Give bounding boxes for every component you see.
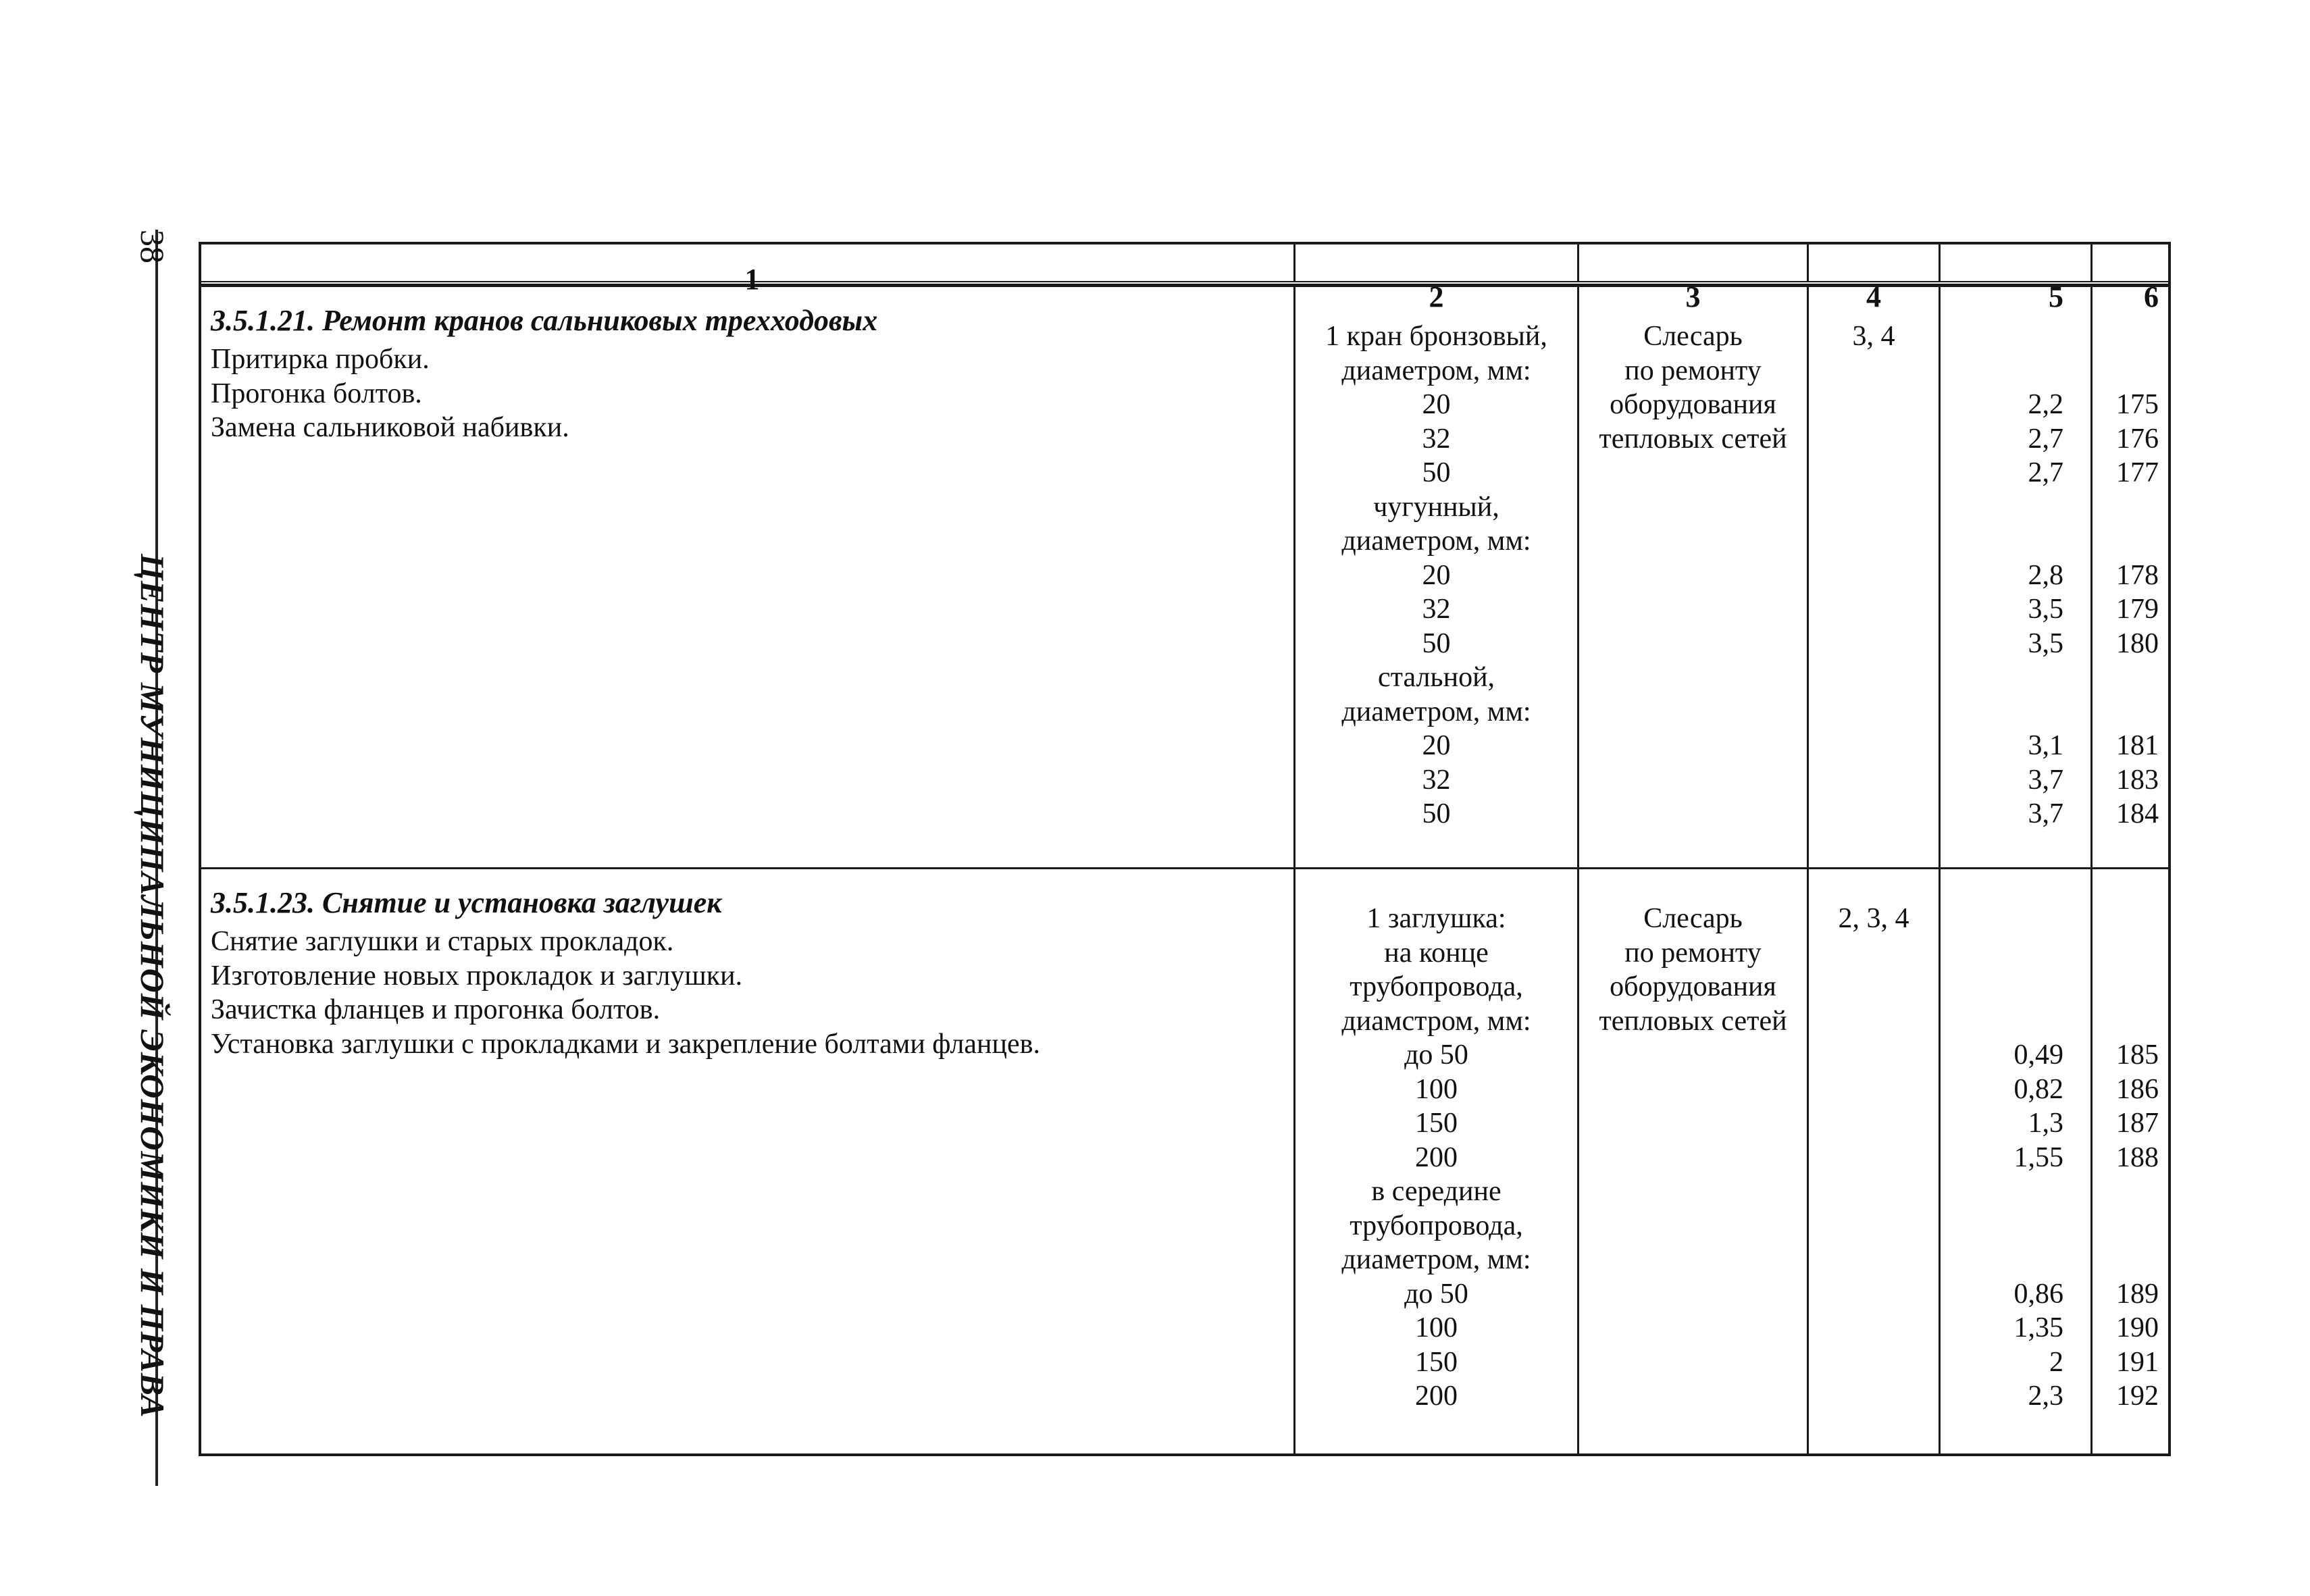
cell-line: 176 <box>2116 423 2159 455</box>
cell-line <box>1941 970 2063 1004</box>
cell-line <box>2093 490 2159 525</box>
meter-cell <box>1295 869 1579 1453</box>
cell-line <box>2093 695 2159 729</box>
meter-cell <box>1295 287 1579 867</box>
column-header: 3 <box>1579 244 1809 281</box>
cell-line: 178 <box>2116 559 2159 591</box>
cell-line: 185 <box>2116 1039 2159 1071</box>
cell-line: 192 <box>2116 1381 2159 1412</box>
cell-line: 3, 4 <box>1852 321 1895 352</box>
cell-line: 3,7 <box>2028 798 2063 829</box>
cell-line: 50 <box>1422 457 1451 488</box>
cell-line: 32 <box>1422 423 1451 455</box>
cell-line: диаметром, мм: <box>1341 525 1531 557</box>
cell-line: диамстром, мм: <box>1341 1005 1531 1037</box>
cell-line: на конце <box>1384 937 1489 969</box>
cell-line <box>1941 490 2063 525</box>
cell-line <box>1941 902 2063 936</box>
cell-line: 3,5 <box>2028 627 2063 659</box>
cell-line: 2, 3, 4 <box>1838 903 1909 934</box>
cell-line: трубопровода, <box>1350 1210 1523 1241</box>
operation-line: Зачистка фланцев и прогонка болтов. <box>211 994 661 1025</box>
cell-line: 2 <box>2049 1346 2063 1378</box>
cell-line: 32 <box>1422 594 1451 625</box>
cell-line: 186 <box>2116 1073 2159 1105</box>
cell-line <box>1941 524 2063 559</box>
norms-table <box>199 242 2171 1456</box>
cell-line: 175 <box>2116 389 2159 420</box>
cell-line: 0,82 <box>2013 1073 2063 1105</box>
cell-line <box>2093 661 2159 695</box>
cell-line: 3,5 <box>2028 594 2063 625</box>
cell-line: 150 <box>1415 1346 1458 1378</box>
operation-line: Установка заглушки с прокладками и закрепление болтами фланцев. <box>211 1028 1040 1060</box>
cell-line: 177 <box>2116 457 2159 488</box>
cell-line: 2,7 <box>2028 423 2063 455</box>
cell-line: 179 <box>2116 594 2159 625</box>
cell-line: Слесарь <box>1643 903 1743 934</box>
cell-line: 100 <box>1415 1312 1458 1343</box>
cell-line <box>2093 970 2159 1004</box>
cell-line: 181 <box>2116 730 2159 761</box>
cell-line: 190 <box>2116 1312 2159 1343</box>
cell-line: по ремонту <box>1624 937 1762 969</box>
cell-line: по ремонту <box>1624 355 1762 386</box>
operation-line: Прогонка болтов. <box>211 378 422 409</box>
cell-line: в середине <box>1371 1176 1502 1207</box>
running-header: ЦЕНТР МУНИЦИПАЛЬНОЙ ЭКОНОМИКИ И ПРАВА <box>134 554 172 1418</box>
cell-line: 100 <box>1415 1073 1458 1105</box>
operation-line: Изготовление новых прокладок и заглушки. <box>211 960 743 992</box>
cell-line <box>2093 1004 2159 1039</box>
cell-line: 20 <box>1422 559 1451 591</box>
cell-line <box>1941 1004 2063 1039</box>
cell-line: 1,55 <box>2013 1141 2063 1173</box>
section-title: 3.5.1.23. Снятие и установка заглушек <box>211 886 722 919</box>
cell-line: диаметром, мм: <box>1341 1244 1531 1275</box>
cell-line: тепловых сетей <box>1599 1005 1787 1037</box>
table-header-row <box>201 244 2168 313</box>
cell-line: 20 <box>1422 389 1451 420</box>
cell-line <box>1941 1243 2063 1277</box>
cell-line <box>2093 354 2159 388</box>
cell-line: 188 <box>2116 1141 2159 1173</box>
cell-line <box>1941 936 2063 971</box>
cell-line: 1,3 <box>2028 1108 2063 1139</box>
cell-line: 187 <box>2116 1108 2159 1139</box>
cell-line <box>2093 319 2159 354</box>
worker-cell <box>1579 869 1809 1453</box>
cell-line: оборудования <box>1610 971 1776 1002</box>
cell-line <box>1941 1209 2063 1243</box>
cell-line <box>2093 1243 2159 1277</box>
side-header <box>116 230 178 1418</box>
cell-line: оборудования <box>1610 389 1776 420</box>
norm-number-cell <box>2093 869 2168 1453</box>
table-section-row <box>201 285 2168 867</box>
cell-line <box>1941 1175 2063 1209</box>
cell-line: 2,3 <box>2028 1381 2063 1412</box>
cell-line: диаметром, мм: <box>1341 696 1531 727</box>
cell-line: Слесарь <box>1643 321 1743 352</box>
cell-line: до 50 <box>1404 1278 1468 1310</box>
cell-line: чугунный, <box>1373 491 1499 523</box>
cell-line <box>2093 902 2159 936</box>
cell-line: 32 <box>1422 764 1451 796</box>
cell-line: 2,8 <box>2028 559 2063 591</box>
cell-line: 189 <box>2116 1278 2159 1310</box>
cell-line <box>2093 936 2159 971</box>
cell-line: 50 <box>1422 798 1451 829</box>
grade-cell <box>1809 869 1941 1453</box>
norm-cell <box>1941 287 2093 867</box>
cell-line <box>1941 661 2063 695</box>
cell-line: тепловых сетей <box>1599 423 1787 455</box>
cell-line <box>2093 524 2159 559</box>
cell-line: 150 <box>1415 1108 1458 1139</box>
cell-line: 180 <box>2116 627 2159 659</box>
column-header: 1 <box>201 244 1295 281</box>
cell-line: 183 <box>2116 764 2159 796</box>
cell-line: 1 заглушка: <box>1366 903 1506 934</box>
cell-line: 20 <box>1422 730 1451 761</box>
norm-cell <box>1941 869 2093 1453</box>
cell-line <box>1941 354 2063 388</box>
cell-line: трубопровода, <box>1350 971 1523 1002</box>
cell-line: 2,2 <box>2028 389 2063 420</box>
operations-cell <box>201 287 1295 867</box>
cell-line: до 50 <box>1404 1039 1468 1071</box>
cell-line: 1,35 <box>2013 1312 2063 1343</box>
column-header: 4 <box>1809 244 1941 281</box>
cell-line: стальной, <box>1377 662 1495 693</box>
grade-cell <box>1809 287 1941 867</box>
cell-line: 184 <box>2116 798 2159 829</box>
cell-line <box>1941 695 2063 729</box>
cell-line: диаметром, мм: <box>1341 355 1531 386</box>
column-header: 2 <box>1295 244 1579 281</box>
worker-cell <box>1579 287 1809 867</box>
cell-line: 200 <box>1415 1141 1458 1173</box>
norm-number-cell <box>2093 287 2168 867</box>
cell-line: 191 <box>2116 1346 2159 1378</box>
column-header: 6 <box>2144 280 2159 313</box>
cell-line <box>1941 319 2063 354</box>
operation-line: Замена сальниковой набивки. <box>211 412 569 443</box>
cell-line: 0,49 <box>2013 1039 2063 1071</box>
section-title: 3.5.1.21. Ремонт кранов сальниковых трехходовых <box>211 304 878 337</box>
operation-line: Снятие заглушки и старых прокладок. <box>211 926 674 957</box>
cell-line <box>2093 1209 2159 1243</box>
operations-cell <box>201 869 1295 1453</box>
cell-line <box>2093 1175 2159 1209</box>
cell-line: 3,7 <box>2028 764 2063 796</box>
column-header: 5 <box>1941 244 2093 281</box>
cell-line: 2,7 <box>2028 457 2063 488</box>
cell-line: 50 <box>1422 627 1451 659</box>
cell-line: 200 <box>1415 1381 1458 1412</box>
cell-line: 0,86 <box>2013 1278 2063 1310</box>
table-section-row <box>201 867 2168 1453</box>
cell-line: 1 кран бронзовый, <box>1325 321 1547 352</box>
operation-line: Притирка пробки. <box>211 344 430 375</box>
cell-line: 3,1 <box>2028 730 2063 761</box>
page-number: 38 <box>134 230 172 263</box>
